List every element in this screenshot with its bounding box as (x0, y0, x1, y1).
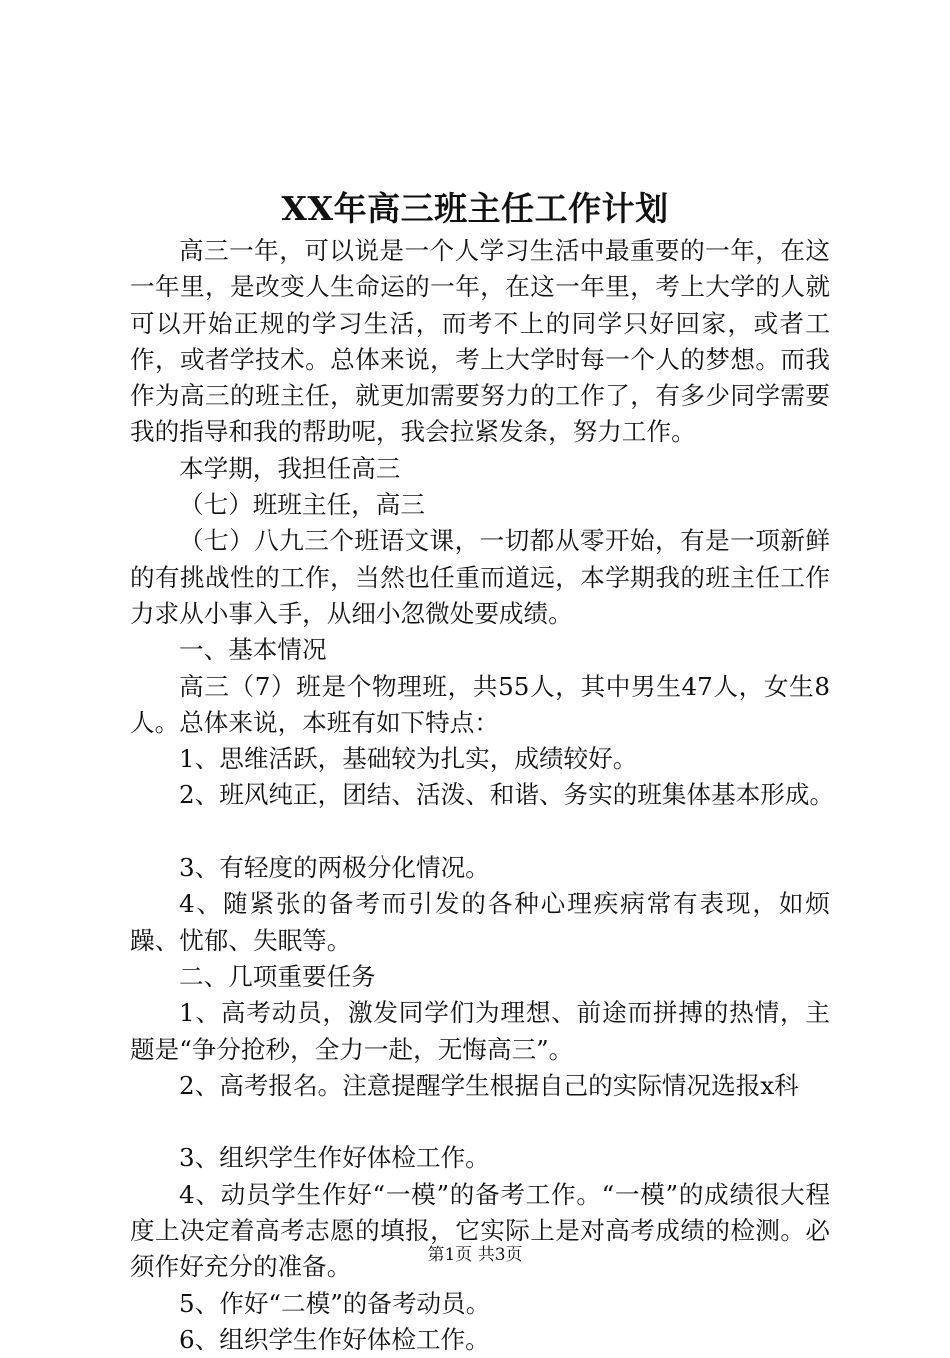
list-item-feature-2: 2、班风纯正，团结、活泼、和谐、务实的班集体基本形成。 (179, 780, 835, 810)
blank-line (130, 814, 830, 850)
blank-line (130, 1104, 830, 1140)
list-item-task-1: 1、高考动员，激发同学们为理想、前途而拼搏的热情，主题是“争分抢秒，全力一赴，无悔高三”。 (130, 998, 830, 1064)
list-item-task-3: 3、组织学生作好体检工作。 (179, 1143, 490, 1173)
paragraph-courses: （七）八九三个班语文课，一切都从零开始，有是一项新鲜的有挑战性的工作，当然也任重而道远，本学期我的班主任工作力求从小事入手，从细小忽微处要成绩。 (130, 526, 830, 628)
list-item-task-2: 2、高考报名。注意提醒学生根据自己的实际情况选报x科 (179, 1070, 799, 1100)
paragraph-class-teacher: （七）班班主任，高三 (179, 490, 425, 520)
list-item-feature-3: 3、有轻度的两极分化情况。 (179, 853, 490, 883)
paragraph-intro: 高三一年，可以说是一个人学习生活中最重要的一年，在这一年里，是改变人生命运的一年，在这一年里，考上大学的人就可以开始正规的学习生活，而考不上的同学只好回家，或者工作，或者学技术。总体来说，考上大学时每一个人的梦想。而我作为高三的班主任，就更加需要努力的工作了，有多少同学需要我的指导和我的帮助呢，我会拉紧发条，努力工作。 (130, 236, 830, 447)
document-body (130, 233, 835, 1358)
list-item-feature-1: 1、思维活跃，基础较为扎实，成绩较好。 (179, 744, 638, 774)
paragraph-class-profile: 高三（7）班是个物理班，共55人，其中男生47人，女生8人。总体来说，本班有如下特点： (130, 671, 830, 737)
list-item-task-5: 5、作好“二模”的备考动员。 (179, 1288, 491, 1318)
list-item-task-6: 6、组织学生作好体检工作。 (179, 1324, 490, 1354)
paragraph-semester: 本学期，我担任高三 (179, 453, 401, 483)
section-heading-basic-situation: 一、基本情况 (179, 635, 327, 665)
page-number-footer: 第1页 共3页 (427, 1245, 523, 1265)
document-title: XX年高三班主任工作计划 (281, 189, 669, 228)
list-item-task-4: 4、动员学生作好“一模”的备考工作。“一模”的成绩很大程度上决定着高考志愿的填报，它实际上是对高考成绩的检测。必须作好充分的准备。 (130, 1179, 830, 1282)
list-item-feature-4: 4、随紧张的备考而引发的各种心理疾病常有表现，如烦躁、忧郁、失眠等。 (130, 889, 830, 955)
section-heading-key-tasks: 二、几项重要任务 (179, 961, 376, 991)
